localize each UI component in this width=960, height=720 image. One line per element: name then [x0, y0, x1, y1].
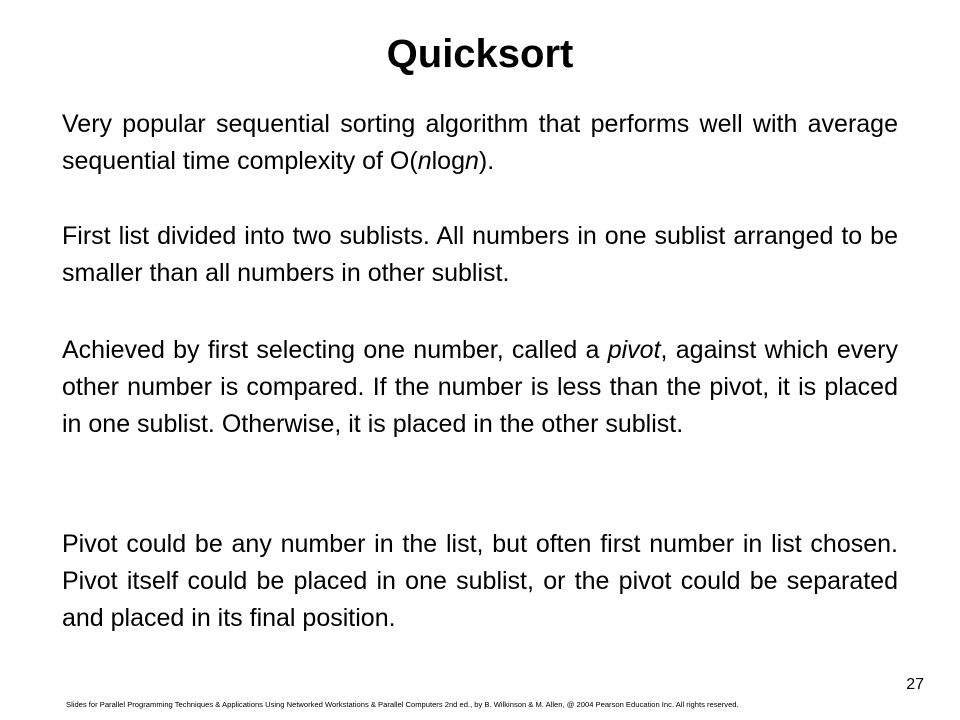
- paragraph-2: [62, 218, 898, 292]
- italic-text-run: n: [417, 147, 432, 175]
- slide-title: Quicksort: [386, 32, 574, 76]
- copyright-footer: Slides for Parallel Programming Techniques & Applications Using Networked Workstations & Parallel Computers 2nd ed., by B. Wilkinson & M. Allen, @ 2004 Pearson Education Inc. All rights reserved.: [66, 700, 739, 709]
- paragraph-3: [62, 332, 898, 443]
- text-run: First list divided into two sublists. All numbers in one sublist arranged to be smaller than all numbers in other sublist.: [62, 222, 898, 287]
- text-run: , against which every other number is compared. If the number is less than the pivot, it is placed in one sublist. Otherwise, it is placed in the other sublist.: [62, 336, 898, 438]
- text-run: log: [431, 147, 465, 175]
- text-run: Achieved by first selecting one number, called a: [62, 336, 608, 364]
- paragraph-4: [62, 526, 898, 637]
- paragraph-1: [62, 106, 898, 180]
- text-run: Very popular sequential sorting algorithm that performs well with average sequential time complexity of O(: [62, 110, 898, 175]
- text-run: ).: [478, 147, 495, 175]
- text-run: Pivot could be any number in the list, but often first number in list chosen. Pivot itself could be placed in one sublist, or the pivot could be separated and placed in its final position.: [62, 530, 898, 632]
- italic-text-run: pivot: [607, 336, 661, 364]
- page-number: 27: [906, 676, 924, 693]
- italic-text-run: n: [464, 147, 479, 175]
